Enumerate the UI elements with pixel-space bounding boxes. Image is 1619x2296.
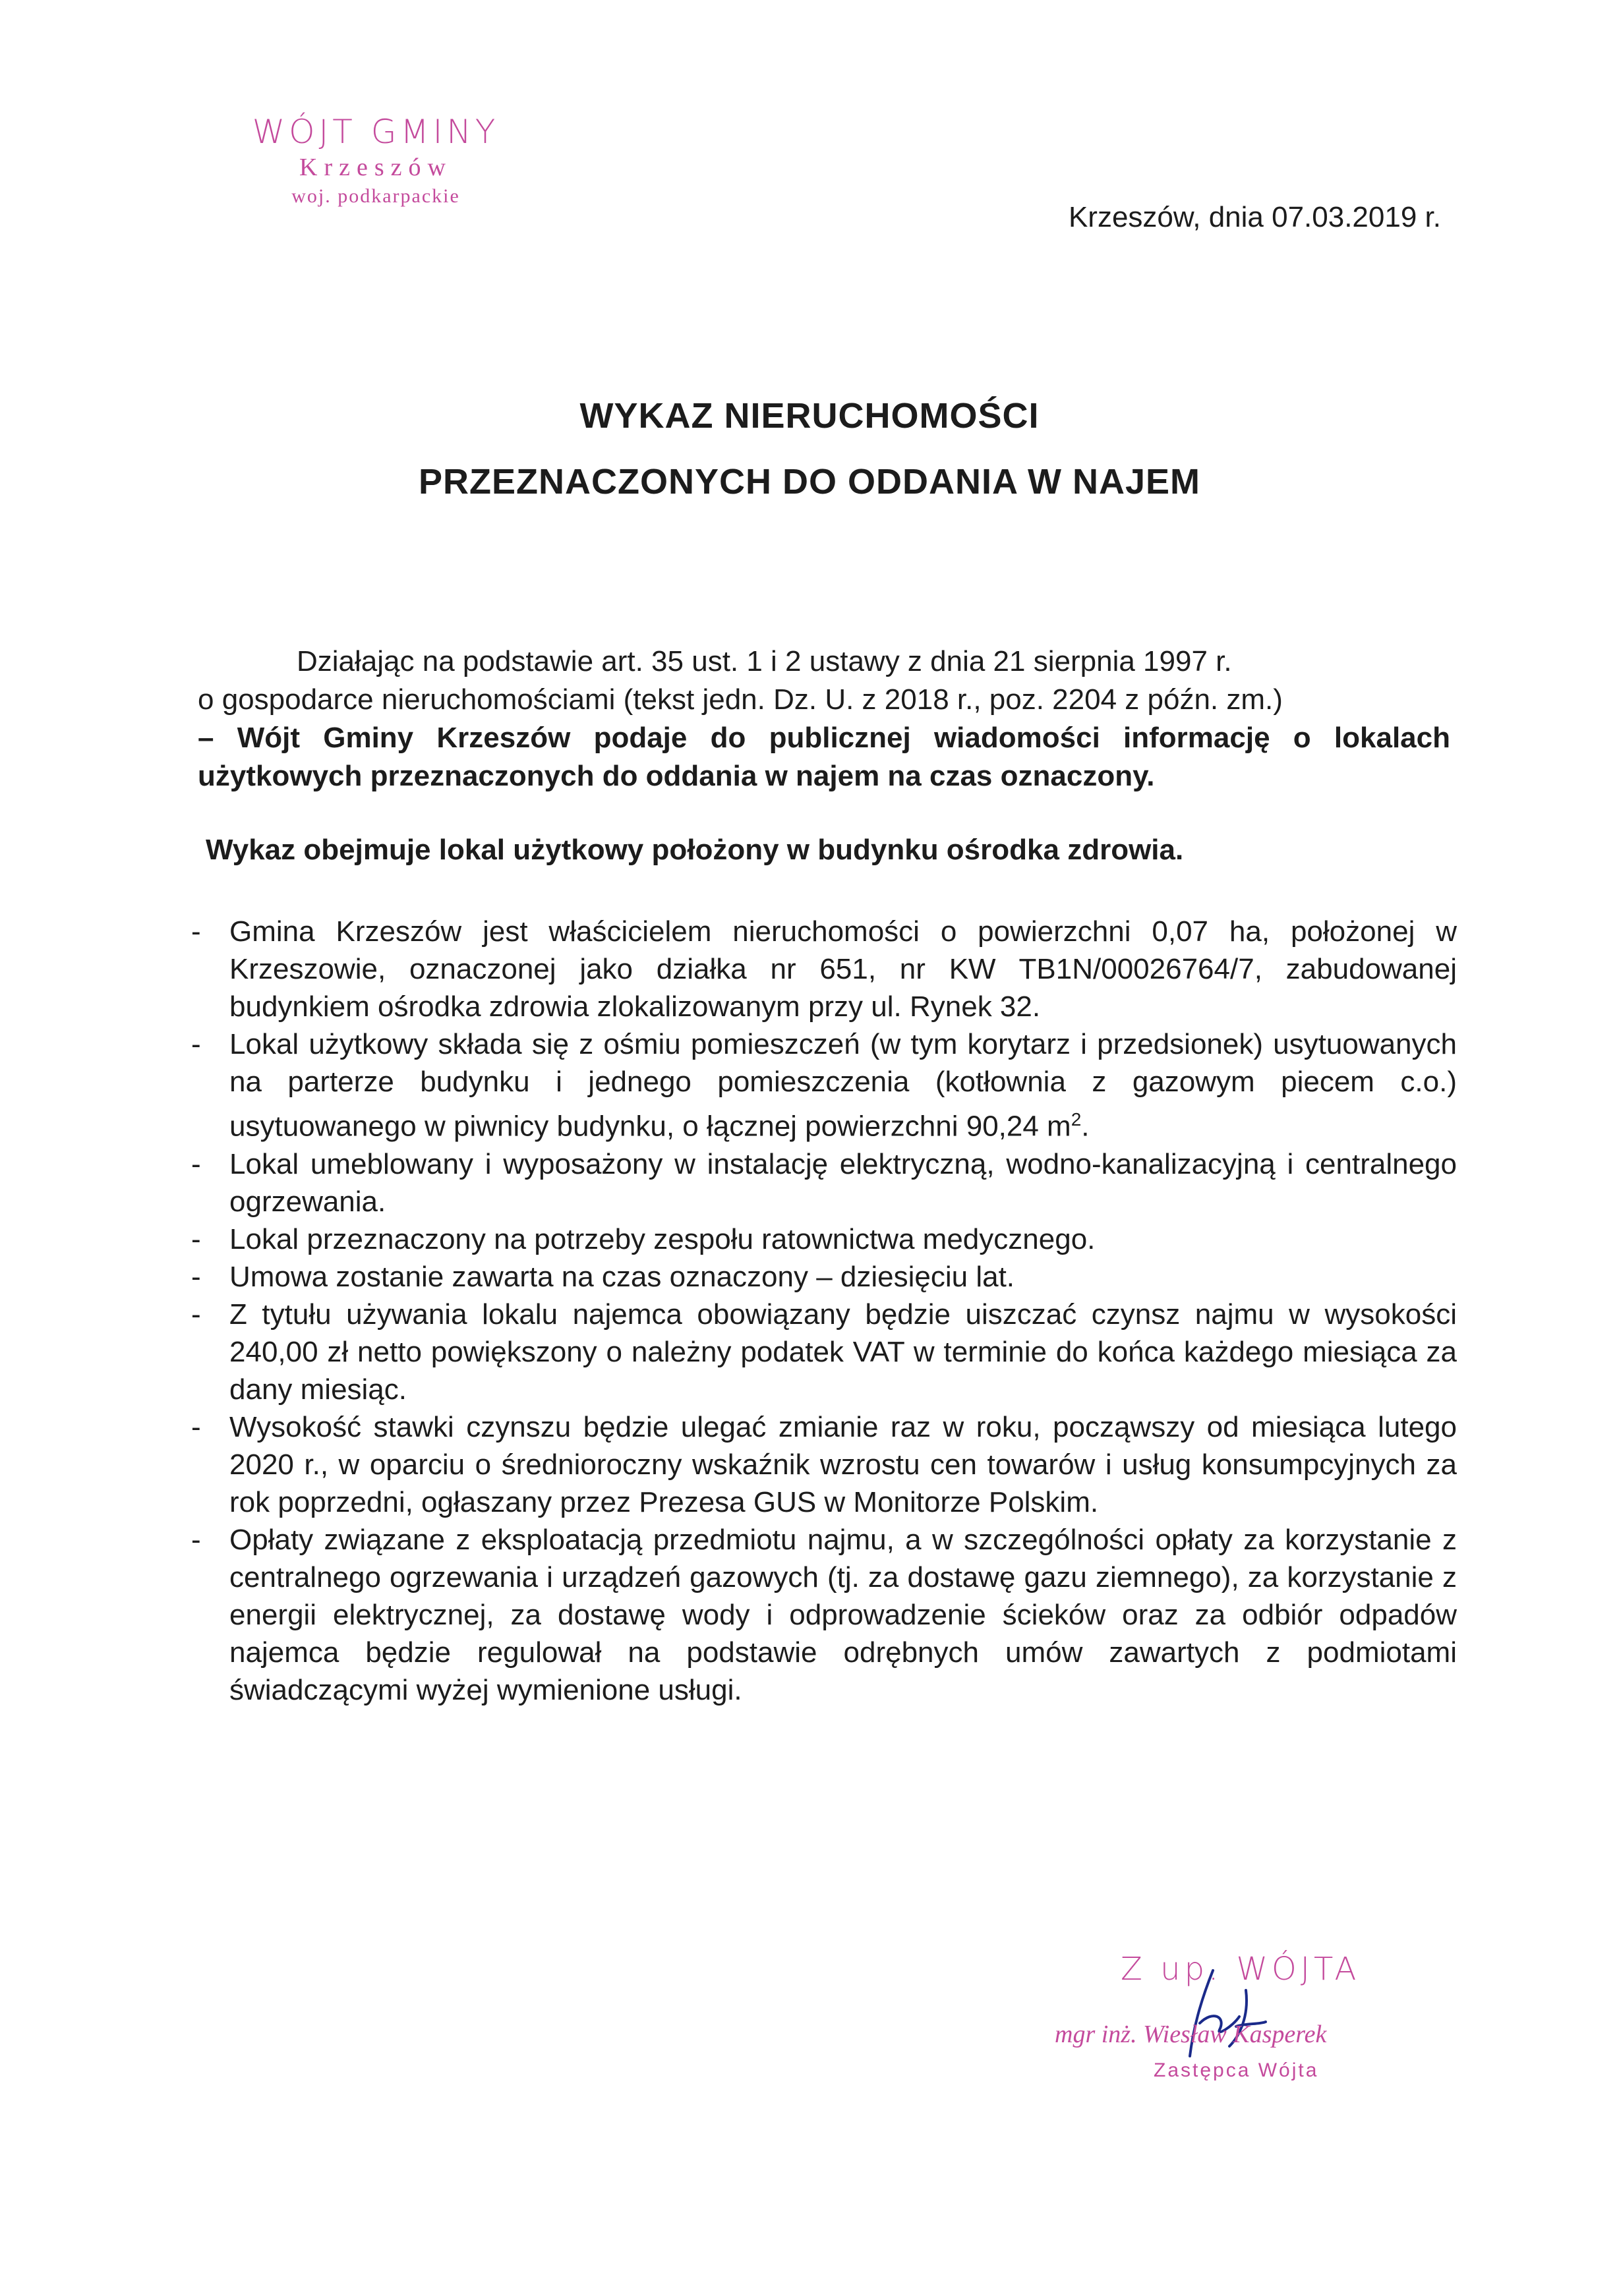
list-item: [191, 1145, 1457, 1220]
list-dash: -: [191, 1410, 201, 1443]
list-item-text: Z tytułu używania lokalu najemca obowiązany będzie uiszczać czynsz najmu w wysokości 240,00 zł netto powiększony o należny podatek VAT w terminie do końca każdego miesiąca za dany miesiąc.: [229, 1298, 1457, 1406]
stamp-line-1: WÓJT GMINY: [252, 113, 500, 151]
list-item: [191, 1220, 1457, 1258]
intro-bold-statement: – Wójt Gminy Krzeszów podaje do publicznej wiadomości informację o lokalach użytkowych przeznaczonych do oddania w najem na czas oznaczony.: [198, 722, 1450, 792]
list-item-text: Opłaty związane z eksploatacją przedmiotu najmu, a w szczególności opłaty za korzystanie z centralnego ogrzewania i urządzeń gazowych (tj. za dostawę gazu ziemnego), za korzystanie z energii elektrycznej, za dostawę wody i odprowadzenie ścieków oraz za odbiór odpadów najemca będzie regulował na podstawie odrębnych umów zawartych z podmiotami świadczącymi wyżej wymienione usługi.: [229, 1523, 1457, 1706]
office-stamp: [224, 112, 527, 210]
list-dash: -: [191, 1523, 201, 1556]
stamp-line-3: woj. podkarpackie: [291, 185, 460, 207]
document-date: Krzeszów, dnia 07.03.2019 r.: [1068, 201, 1441, 233]
list-item-text: Lokal umeblowany i wyposażony w instalację elektryczną, wodno-kanalizacyjną i centralnego ogrzewania.: [229, 1147, 1457, 1218]
list-item-text-body: Lokal użytkowy składa się z ośmiu pomieszczeń (w tym korytarz i przedsionek) usytuowanych na parterze budynku i jednego pomieszczenia (kotłownia z gazowym piecem c.o.) usytuowanego w piwnicy budynku, o łącznej powierzchni 90,24 m: [229, 1028, 1457, 1143]
intro-line-2: o gospodarce nieruchomościami (tekst jedn. Dz. U. z 2018 r., poz. 2204 z późn. zm.): [198, 683, 1283, 716]
list-item-text: Lokal przeznaczony na potrzeby zespołu ratownictwa medycznego.: [229, 1222, 1096, 1255]
list-item: [191, 913, 1457, 1025]
list-item: [191, 1408, 1457, 1521]
list-item: [191, 1296, 1457, 1408]
list-dash: -: [191, 1028, 201, 1060]
list-dash: -: [191, 1298, 201, 1331]
list-item-text: Gmina Krzeszów jest właścicielem nieruchomości o powierzchni 0,07 ha, położonej w Krzeszowie, oznaczonej jako działka nr 651, nr KW TB1N/00026764/7, zabudowanej budynkiem ośrodka zdrowia zlokalizowanym przy ul. Rynek 32.: [229, 915, 1457, 1023]
list-subheading: Wykaz obejmuje lokal użytkowy położony w budynku ośrodka zdrowia.: [206, 834, 1184, 866]
document-title-line-1: WYKAZ NIERUCHOMOŚCI: [579, 396, 1040, 436]
list-item-text: [229, 1025, 1457, 1145]
list-item-text: Wysokość stawki czynszu będzie ulegać zmianie raz w roku, począwszy od miesiąca lutego 2020 r., w oparciu o średnioroczny wskaźnik wzrostu cen towarów i usług konsumpcyjnych za rok poprzedni, ogłaszany przez Prezesa GUS w Monitorze Polskim.: [229, 1410, 1457, 1518]
signatory-name: mgr inż. Wiesław Kasperek: [1055, 2021, 1327, 2048]
list-item: [191, 1025, 1457, 1145]
document-title-line-2: PRZEZNACZONYCH DO ODDANIA W NAJEM: [419, 462, 1200, 502]
intro-line-1: Działając na podstawie art. 35 ust. 1 i 2 ustawy z dnia 21 sierpnia 1997 r.: [297, 645, 1232, 677]
stamp-line-2: Krzeszów: [299, 154, 452, 181]
list-dash: -: [191, 915, 201, 948]
signatory-role: Zastępca Wójta: [1154, 2059, 1319, 2081]
terms-list: [191, 913, 1457, 1709]
list-item-text: Umowa zostanie zawarta na czas oznaczony – dziesięciu lat.: [229, 1260, 1015, 1293]
signature-authority: Z up. WÓJTA: [1121, 1951, 1361, 1988]
list-dash: -: [191, 1222, 201, 1255]
list-dash: -: [191, 1260, 201, 1293]
list-item: [191, 1258, 1457, 1296]
list-dash: -: [191, 1147, 201, 1180]
list-item: [191, 1521, 1457, 1709]
intro-paragraph: [198, 643, 1450, 795]
list-item-text-end: .: [1081, 1110, 1090, 1143]
superscript-unit: 2: [1071, 1109, 1082, 1130]
signature-block: [1055, 1944, 1424, 2102]
